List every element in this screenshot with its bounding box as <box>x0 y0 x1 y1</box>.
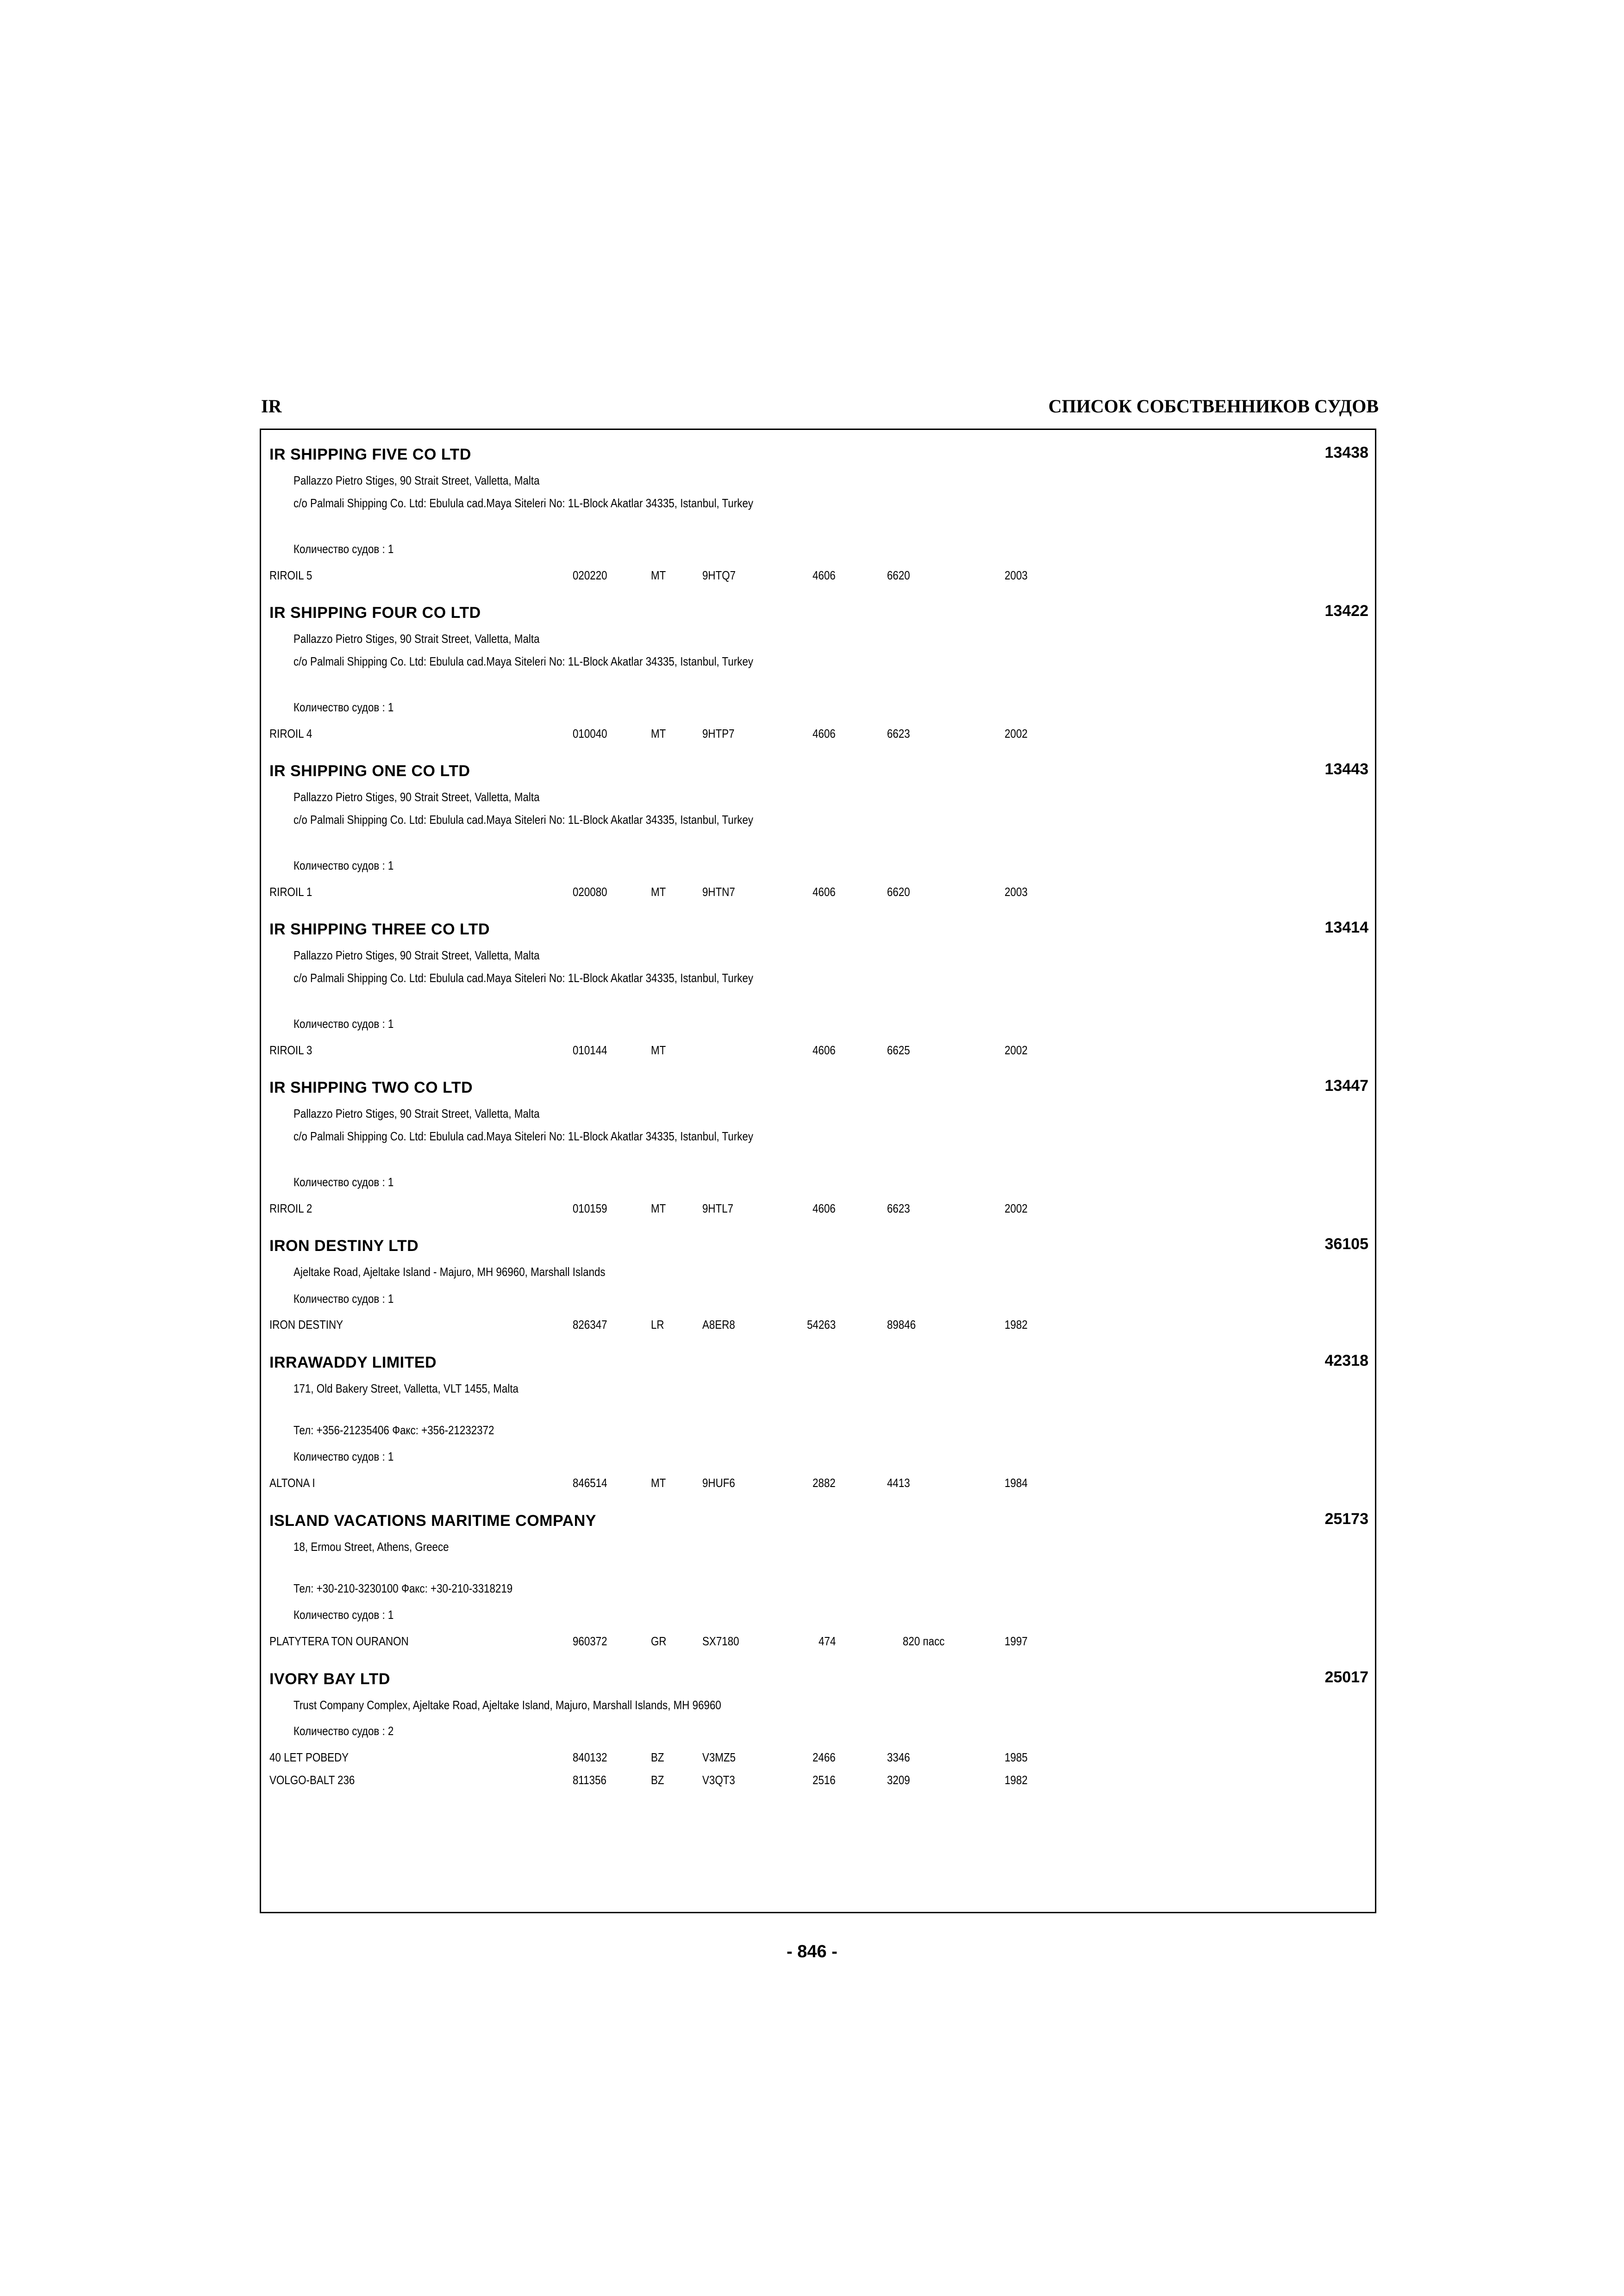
ship-deadweight: 820 пасс <box>903 1634 945 1648</box>
owner-address: Trust Company Complex, Ajeltake Road, Ajeltake Island, Majuro, Marshall Islands, MH 96960 <box>294 1698 721 1712</box>
ship-deadweight: 6625 <box>887 1043 910 1057</box>
ship-call-sign: 9HUF6 <box>702 1476 735 1490</box>
owner-phone-fax: Тел: +30-210-3230100 Факс: +30-210-3318219 <box>294 1581 513 1595</box>
owner-name: IR SHIPPING ONE CO LTD <box>269 762 470 780</box>
ship-year-built: 2002 <box>1005 727 1028 740</box>
ship-deadweight: 89846 <box>887 1318 916 1332</box>
ship-reg-number: 960372 <box>573 1634 607 1648</box>
owner-name: IR SHIPPING TWO CO LTD <box>269 1079 473 1096</box>
ship-deadweight: 6623 <box>887 727 910 740</box>
owner-id: 13447 <box>1324 1077 1368 1095</box>
page-number: - 846 - <box>787 1942 837 1961</box>
owner-id: 13414 <box>1324 919 1368 936</box>
ship-row <box>261 1201 1375 1216</box>
ship-flag: MT <box>651 1043 666 1057</box>
ship-call-sign: 9HTL7 <box>702 1201 734 1215</box>
ship-year-built: 1982 <box>1005 1773 1028 1787</box>
running-header <box>259 395 1380 419</box>
ship-call-sign: A8ER8 <box>702 1318 735 1332</box>
vessel-count: Количество судов : 1 <box>294 542 394 556</box>
ship-gross-tonnage: 4606 <box>812 727 836 740</box>
ship-deadweight: 4413 <box>887 1476 910 1490</box>
owner-address: Pallazzo Pietro Stiges, 90 Strait Street, Valletta, Malta <box>294 790 540 804</box>
ship-call-sign: 9HTQ7 <box>702 568 736 582</box>
ship-year-built: 2002 <box>1005 1043 1028 1057</box>
ship-reg-number: 010144 <box>573 1043 607 1057</box>
ship-row <box>261 1476 1375 1491</box>
owner-address: Ajeltake Road, Ajeltake Island - Majuro, MH 96960, Marshall Islands <box>294 1265 606 1279</box>
ship-name: RIROIL 3 <box>269 1043 312 1057</box>
ship-year-built: 2003 <box>1005 885 1028 899</box>
owner-entry <box>261 1338 1375 1495</box>
vessel-count: Количество судов : 1 <box>294 1608 394 1622</box>
ship-gross-tonnage: 4606 <box>812 885 836 899</box>
owner-name: IVORY BAY LTD <box>269 1670 390 1688</box>
owner-entry <box>261 1496 1375 1654</box>
ship-call-sign: 9HTN7 <box>702 885 735 899</box>
ship-year-built: 2002 <box>1005 1201 1028 1215</box>
ship-year-built: 1984 <box>1005 1476 1028 1490</box>
ship-flag: MT <box>651 568 666 582</box>
ship-deadweight: 6620 <box>887 885 910 899</box>
ship-gross-tonnage: 4606 <box>812 1201 836 1215</box>
owner-address: 18, Ermou Street, Athens, Greece <box>294 1540 449 1554</box>
owner-id: 42318 <box>1324 1352 1368 1369</box>
vessel-count: Количество судов : 1 <box>294 1175 394 1189</box>
owner-id: 13438 <box>1324 444 1368 461</box>
owner-id: 25173 <box>1324 1510 1368 1528</box>
ship-gross-tonnage: 54263 <box>806 1318 836 1332</box>
owner-address: Pallazzo Pietro Stiges, 90 Strait Street, Valletta, Malta <box>294 1107 540 1120</box>
ship-gross-tonnage: 4606 <box>812 568 836 582</box>
ship-name: IRON DESTINY <box>269 1318 344 1332</box>
owner-id: 36105 <box>1324 1235 1368 1253</box>
ship-row <box>261 1043 1375 1058</box>
owner-address-secondary: c/o Palmali Shipping Co. Ltd: Ebulula cad.Maya Siteleri No: 1L-Block Akatlar 34335, Istanbul, Turkey <box>294 496 754 510</box>
vessel-count: Количество судов : 1 <box>294 859 394 872</box>
ship-gross-tonnage: 474 <box>818 1634 836 1648</box>
ship-deadweight: 3346 <box>887 1750 910 1764</box>
vessel-count: Количество судов : 1 <box>294 700 394 714</box>
ship-gross-tonnage: 4606 <box>812 1043 836 1057</box>
ship-call-sign: V3MZ5 <box>702 1750 736 1764</box>
owner-name: ISLAND VACATIONS MARITIME COMPANY <box>269 1512 596 1530</box>
ship-gross-tonnage: 2466 <box>812 1750 836 1764</box>
owner-address-secondary: c/o Palmali Shipping Co. Ltd: Ebulula cad.Maya Siteleri No: 1L-Block Akatlar 34335, Istanbul, Turkey <box>294 654 754 668</box>
ship-row <box>261 727 1375 741</box>
ship-reg-number: 010040 <box>573 727 607 740</box>
ship-reg-number: 826347 <box>573 1318 607 1332</box>
owner-address-secondary: c/o Palmali Shipping Co. Ltd: Ebulula cad.Maya Siteleri No: 1L-Block Akatlar 34335, Istanbul, Turkey <box>294 1129 754 1143</box>
owner-name: IR SHIPPING FIVE CO LTD <box>269 446 471 463</box>
ship-row <box>261 1634 1375 1649</box>
ship-name: RIROIL 1 <box>269 885 312 899</box>
owner-entry <box>261 747 1375 904</box>
ship-gross-tonnage: 2516 <box>812 1773 836 1787</box>
ship-flag: BZ <box>651 1773 664 1787</box>
ship-year-built: 2003 <box>1005 568 1028 582</box>
owner-entry <box>261 1655 1375 1793</box>
ship-name: RIROIL 5 <box>269 568 312 582</box>
ship-flag: MT <box>651 727 666 740</box>
owner-address: Pallazzo Pietro Stiges, 90 Strait Street, Valletta, Malta <box>294 948 540 962</box>
ship-call-sign: V3QT3 <box>702 1773 735 1787</box>
vessel-count: Количество судов : 2 <box>294 1724 394 1738</box>
ship-name: VOLGO-BALT 236 <box>269 1773 355 1787</box>
header-section-code: IR <box>261 396 282 417</box>
ship-year-built: 1985 <box>1005 1750 1028 1764</box>
owner-id: 13422 <box>1324 602 1368 620</box>
ship-name: 40 LET POBEDY <box>269 1750 349 1764</box>
ship-flag: MT <box>651 885 666 899</box>
vessel-count: Количество судов : 1 <box>294 1450 394 1463</box>
ship-deadweight: 3209 <box>887 1773 910 1787</box>
ship-reg-number: 846514 <box>573 1476 607 1490</box>
owner-entry <box>261 905 1375 1062</box>
ship-flag: MT <box>651 1476 666 1490</box>
owner-id: 25017 <box>1324 1668 1368 1686</box>
ship-reg-number: 840132 <box>573 1750 607 1764</box>
owner-name: IR SHIPPING FOUR CO LTD <box>269 604 481 622</box>
ship-deadweight: 6623 <box>887 1201 910 1215</box>
ship-call-sign: SX7180 <box>702 1634 739 1648</box>
ship-name: RIROIL 2 <box>269 1201 312 1215</box>
ship-reg-number: 020220 <box>573 568 607 582</box>
owner-address-secondary: c/o Palmali Shipping Co. Ltd: Ebulula cad.Maya Siteleri No: 1L-Block Akatlar 34335, Istanbul, Turkey <box>294 813 754 827</box>
owner-entry <box>261 430 1375 587</box>
ship-flag: MT <box>651 1201 666 1215</box>
owner-address: 171, Old Bakery Street, Valletta, VLT 1455, Malta <box>294 1381 518 1395</box>
ship-reg-number: 811356 <box>573 1773 606 1787</box>
ship-row <box>261 885 1375 900</box>
ship-deadweight: 6620 <box>887 568 910 582</box>
ship-row <box>261 1773 1375 1788</box>
ship-year-built: 1982 <box>1005 1318 1028 1332</box>
ship-reg-number: 020080 <box>573 885 607 899</box>
ship-row <box>261 568 1375 583</box>
owner-name: IRON DESTINY LTD <box>269 1237 419 1255</box>
ship-name: PLATYTERA TON OURANON <box>269 1634 409 1648</box>
owner-name: IRRAWADDY LIMITED <box>269 1354 437 1371</box>
ship-call-sign: 9HTP7 <box>702 727 735 740</box>
ship-gross-tonnage: 2882 <box>812 1476 836 1490</box>
ship-flag: LR <box>651 1318 664 1332</box>
ship-reg-number: 010159 <box>573 1201 607 1215</box>
owner-address-secondary: c/o Palmali Shipping Co. Ltd: Ebulula cad.Maya Siteleri No: 1L-Block Akatlar 34335, Istanbul, Turkey <box>294 971 754 985</box>
ship-name: ALTONA I <box>269 1476 315 1490</box>
content-frame <box>260 429 1376 1913</box>
ship-row <box>261 1318 1375 1332</box>
owner-entry <box>261 1221 1375 1337</box>
owner-id: 13443 <box>1324 760 1368 778</box>
header-title: СПИСОК СОБСТВЕННИКОВ СУДОВ <box>1048 396 1379 417</box>
owner-address: Pallazzo Pietro Stiges, 90 Strait Street, Valletta, Malta <box>294 632 540 646</box>
vessel-count: Количество судов : 1 <box>294 1292 394 1306</box>
owner-entry <box>261 1063 1375 1220</box>
vessel-count: Количество судов : 1 <box>294 1017 394 1031</box>
ship-year-built: 1997 <box>1005 1634 1028 1648</box>
owner-name: IR SHIPPING THREE CO LTD <box>269 921 490 938</box>
ship-name: RIROIL 4 <box>269 727 312 740</box>
owner-phone-fax: Тел: +356-21235406 Факс: +356-21232372 <box>294 1423 494 1437</box>
ship-flag: BZ <box>651 1750 664 1764</box>
ship-row <box>261 1750 1375 1765</box>
ship-flag: GR <box>651 1634 667 1648</box>
owner-entry <box>261 588 1375 746</box>
owner-address: Pallazzo Pietro Stiges, 90 Strait Street, Valletta, Malta <box>294 473 540 487</box>
